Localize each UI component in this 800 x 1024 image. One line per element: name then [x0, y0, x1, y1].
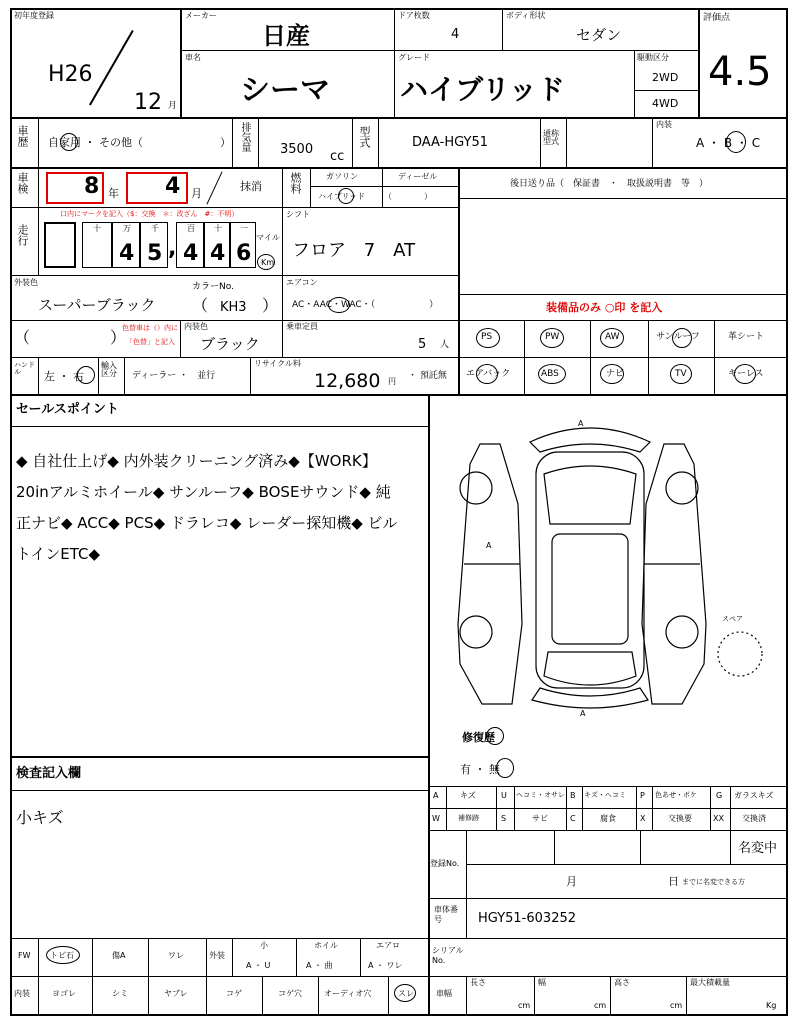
repair-label: 修復歴	[462, 731, 495, 744]
legend-desc: ヘコミ・オサレ	[516, 791, 565, 799]
legend-desc: 交換要	[668, 814, 692, 823]
fw-label: FW	[18, 951, 31, 960]
interior-grade-b-circle	[726, 131, 746, 153]
mileage-mark-box	[44, 222, 76, 268]
recycle-deposit: ・ 預託無	[408, 371, 447, 381]
sales-label: セールスポイント	[16, 402, 119, 417]
drive-label: 駆動区分	[637, 53, 669, 62]
odometer-digit: 千 5	[140, 222, 168, 268]
repair-label-circle	[486, 727, 504, 745]
legend-desc: キズ・ヘコミ	[584, 791, 626, 799]
sales-line: トインETC◆	[16, 545, 101, 563]
name-change: 名変中	[738, 841, 778, 856]
width-label: 幅	[538, 978, 546, 987]
equip-tv-circle	[670, 364, 692, 384]
equip-navi-circle	[600, 364, 624, 384]
wheel-label: ホイル	[314, 941, 338, 950]
first-reg-label: 初年度登録	[14, 11, 54, 20]
serial-label: シリアルNo.	[432, 946, 464, 966]
diagram-mark-front: A	[578, 419, 584, 428]
sales-text	[16, 446, 422, 570]
maker-value: 日産	[262, 22, 310, 50]
inspection-month: 4	[165, 174, 181, 199]
length-label: 長さ	[470, 978, 486, 987]
wheel-value: A ・ 曲	[306, 961, 333, 970]
recycle-fee: 12,680	[314, 370, 381, 392]
int-item: ヤブレ	[164, 989, 188, 998]
mileage-km: Km	[261, 258, 275, 267]
legend-code: U	[501, 791, 507, 800]
sales-line: ◆ 自社仕上げ◆ 内外装クリーニング済み◆【WORK】	[16, 452, 377, 470]
diagram-front-bumper	[530, 428, 650, 452]
aero-value: A ・ ワレ	[368, 961, 403, 970]
model-name-label: 車名	[185, 53, 201, 62]
equip-airbag-circle	[476, 364, 498, 384]
equip-pw: PW	[545, 332, 560, 342]
legend-code: XX	[713, 814, 724, 823]
capacity-unit: 人	[440, 340, 450, 350]
color-change-note1: 色替車は（）内に	[122, 324, 178, 332]
aero-label: エアロ	[376, 941, 400, 950]
diagram-spare-tire	[718, 632, 762, 676]
diagram-roof	[552, 534, 628, 644]
equip-aw-circle	[600, 328, 624, 348]
aircon-value: AC・AAC・WAC・（ ）	[292, 300, 439, 310]
recycle-yen: 円	[388, 377, 396, 386]
interior-grade-value: A ・ B ・ C	[696, 136, 761, 150]
diagram-mark-left: A	[486, 541, 492, 550]
odometer-digit: 十	[82, 222, 112, 268]
legend-code: S	[501, 814, 507, 823]
registration-month: 月	[566, 875, 577, 888]
diagram-rear-bumper	[532, 688, 648, 708]
first-reg-year: H26	[48, 62, 93, 87]
interior-color-value: ブラック	[200, 335, 260, 353]
capacity-value: 5	[418, 337, 427, 352]
recycle-label: リサイクル料	[254, 359, 301, 368]
legend-desc: 腐食	[600, 814, 616, 823]
length-unit: cm	[518, 1001, 531, 1010]
handle-label: ハンドル	[14, 361, 35, 376]
odometer-comma: ,	[168, 236, 177, 261]
legend-code: W	[432, 814, 440, 823]
legend-desc: ガラスキズ	[734, 791, 774, 800]
mileage-label: 走行	[16, 224, 29, 246]
equip-leather: 革シート	[728, 332, 765, 342]
history-label: 車歴	[16, 125, 29, 147]
model-name-value: シーマ	[240, 73, 330, 108]
int-item: コゲ	[226, 989, 242, 998]
import-value: ディーラー ・ 並行	[132, 371, 216, 381]
legend-desc: 交換済	[742, 814, 766, 823]
load-unit: Kg	[766, 1001, 777, 1010]
fw-chip-circle	[46, 946, 80, 964]
inspection-label: 車検	[16, 172, 29, 194]
aircon-aac-circle	[328, 297, 350, 313]
int-item: ヨゴレ	[52, 989, 76, 998]
registration-label: 登録No.	[430, 859, 460, 868]
diagram-trunk	[544, 652, 636, 685]
capacity-label: 乗車定員	[286, 322, 318, 331]
diagram-wheel-rl	[460, 616, 492, 648]
equip-navi: ナビ	[606, 369, 625, 379]
repair-none-circle	[496, 758, 514, 778]
color-change-paren: （ ）	[14, 328, 127, 347]
sales-line: 20inアルミホイール◆ サンルーフ◆ BOSEサウンド◆ 純	[16, 483, 391, 501]
diagram-left-side	[458, 444, 522, 704]
handle-value: 左 ・ 右	[44, 370, 84, 383]
history-value: 自家用 ・ その他（ ）	[48, 136, 231, 149]
shift-value: フロア 7 AT	[292, 240, 416, 261]
color-no-value: KH3	[220, 300, 247, 315]
fuel-hybrid: ハイブリッド	[318, 192, 366, 201]
inspection-cancelled: 抹消	[240, 180, 262, 193]
odometer-digit: 一 6	[230, 222, 256, 268]
repair-value: 有 ・ 無	[460, 763, 500, 776]
int-item: シミ	[112, 989, 128, 998]
common-type-label: 通称型式	[543, 129, 559, 146]
doors-value: 4	[451, 27, 460, 42]
legend-desc: 補修跡	[458, 814, 479, 822]
odometer-digit: 万 4	[112, 222, 140, 268]
first-reg-month-unit: 月	[168, 101, 178, 111]
diagram-right-side	[642, 444, 706, 704]
height-unit: cm	[670, 1001, 683, 1010]
vin-label: 車体番号	[434, 905, 458, 925]
equip-abs: ABS	[541, 369, 559, 379]
fw-item: トビ石	[50, 951, 74, 960]
grade-value: ハイブリッド	[400, 73, 565, 106]
legend-code: P	[640, 791, 645, 800]
size-label: 車幅	[436, 989, 452, 998]
equip-ps-circle	[476, 328, 500, 348]
interior-color-label: 内装色	[184, 322, 208, 331]
equip-sunroof: サンルーフ	[656, 332, 700, 342]
load-label: 最大積載量	[690, 978, 730, 987]
equip-abs-circle	[538, 364, 566, 384]
inspection-year: 8	[84, 174, 100, 199]
body-label: ボディ形状	[506, 11, 546, 20]
fuel-hybrid-circle	[338, 188, 354, 204]
aircon-label: エアコン	[286, 278, 318, 287]
mileage-note: 口内にマークを記入（$：交換 ＊：改ざん #：不明）	[60, 210, 239, 218]
inspection-notes-label: 検査記入欄	[16, 766, 82, 781]
equip-airbag: エアバック	[466, 369, 511, 379]
equip-pw-circle	[540, 328, 564, 348]
diagram-wheel-rr	[666, 616, 698, 648]
equip-ps: PS	[481, 332, 493, 342]
equip-tv: TV	[675, 369, 687, 379]
equip-keyless-circle	[734, 364, 756, 384]
legend-desc: 色あせ・ボケ	[655, 791, 697, 799]
fw-item: 傷A	[112, 951, 126, 960]
legend-code: B	[570, 791, 576, 800]
handle-right-circle	[77, 366, 95, 384]
small-value: A ・ U	[246, 961, 271, 970]
equipment-note: 装備品のみ ○印 を記入	[546, 301, 663, 314]
diagram-mark-rear: A	[580, 709, 586, 718]
color-change-note2: 「色替」と記入	[126, 338, 175, 346]
inspection-notes-text: 小キズ	[16, 808, 64, 827]
fw-item: ワレ	[168, 951, 184, 960]
displacement-unit: cc	[330, 149, 345, 164]
legend-desc: サビ	[532, 814, 548, 823]
car-diagram	[440, 404, 780, 724]
registration-day: 日	[668, 875, 679, 888]
fuel-label: 燃料	[289, 172, 302, 194]
displacement-value: 3500	[280, 142, 314, 157]
diagram-wheel-fr	[666, 472, 698, 504]
maker-label: メーカー	[185, 11, 217, 20]
diagram-spare-label: スペア	[722, 615, 743, 623]
doors-label: ドア枚数	[398, 11, 430, 20]
legend-code: X	[640, 814, 646, 823]
int-scuff-circle	[394, 984, 416, 1002]
sales-line: 正ナビ◆ ACC◆ PCS◆ ドラレコ◆ レーダー探知機◆ ビル	[16, 514, 398, 532]
score-value: 4.5	[708, 49, 772, 95]
inspection-month-unit: 月	[191, 187, 202, 200]
first-reg-month: 12	[134, 90, 162, 115]
fuel-diesel: ディーゼル	[398, 172, 438, 181]
exterior-value: スーパーブラック	[38, 296, 156, 314]
registration-deadline: までに名変できる方	[682, 878, 745, 886]
odometer-digit: 十 4	[204, 222, 230, 268]
equip-aw: AW	[605, 332, 620, 342]
fuel-gasoline: ガソリン	[326, 172, 358, 181]
displacement-label: 排気量	[239, 122, 250, 152]
drive-2wd: 2WD	[652, 71, 679, 84]
color-no-paren-close: ）	[262, 296, 279, 315]
type-value: DAA-HGY51	[412, 135, 489, 150]
int-item: スレ	[398, 989, 414, 998]
equip-sunroof-circle	[672, 328, 692, 348]
mileage-km-circle	[257, 254, 275, 270]
vin-value: HGY51-603252	[478, 911, 577, 926]
exterior-label: 外装色	[14, 278, 38, 287]
shift-label: シフト	[286, 210, 310, 219]
width-unit: cm	[594, 1001, 607, 1010]
mileage-mile: マイル	[256, 233, 280, 242]
diagram-hood	[544, 466, 636, 524]
later-docs: 後日送り品（ 保証書 ・ 取扱説明書 等 ）	[510, 179, 709, 189]
inspection-year-unit: 年	[108, 187, 119, 200]
int-item: コゲ穴	[278, 989, 302, 998]
color-no-label: カラーNo.	[192, 282, 234, 292]
legend-code: A	[433, 791, 439, 800]
history-private-circle	[60, 133, 78, 151]
equip-keyless: キーレス	[728, 369, 764, 379]
import-label: 輸入区分	[101, 361, 117, 378]
body-value: セダン	[576, 26, 622, 44]
grade-label: グレード	[398, 53, 430, 62]
legend-code: G	[716, 791, 723, 800]
int-label: 内装	[14, 989, 30, 998]
type-label: 型式	[358, 126, 371, 148]
drive-4wd: 4WD	[652, 97, 679, 110]
odometer-digit: 百 4	[176, 222, 204, 268]
score-label: 評価点	[703, 13, 731, 23]
height-label: 高さ	[614, 978, 630, 987]
legend-code: C	[570, 814, 576, 823]
fuel-paren: （ ）	[384, 192, 432, 201]
ext-label: 外装	[209, 951, 225, 960]
legend-desc: キズ	[460, 791, 476, 800]
small-label: 小	[260, 941, 268, 950]
color-no-paren-open: （	[192, 296, 209, 315]
diagram-wheel-fl	[460, 472, 492, 504]
interior-grade-label: 内装	[656, 120, 672, 129]
int-item: オーディオ穴	[324, 989, 372, 998]
